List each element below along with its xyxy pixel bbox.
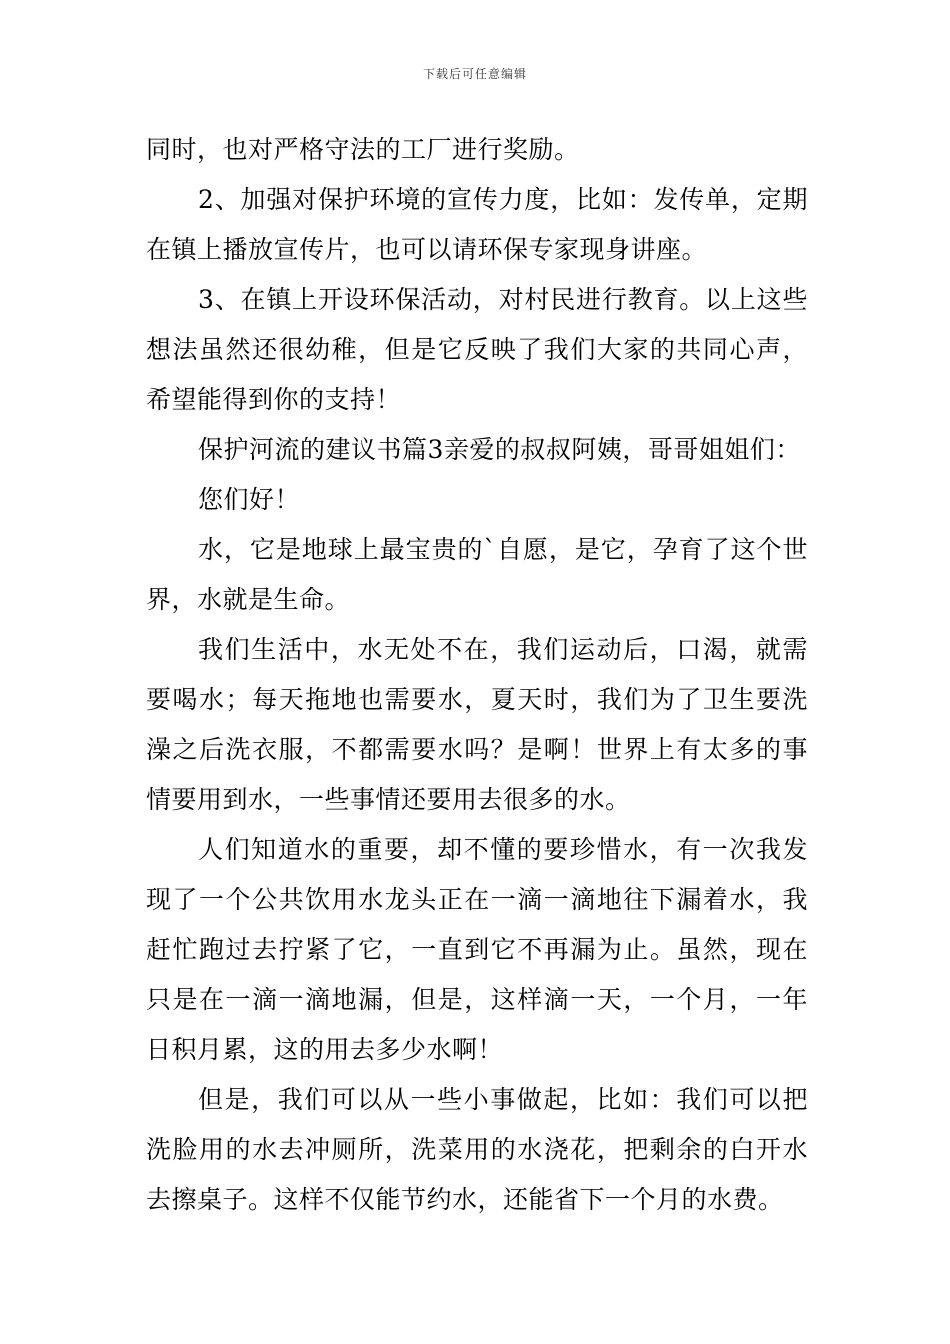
- paragraph: 但是，我们可以从一些小事做起，比如：我们可以把洗脸用的水去冲厕所，洗菜用的水浇花，把剩余的白开水去擦桌子。这样不仅能节约水，还能省下一个月的水费。: [146, 1085, 808, 1214]
- paragraph: 保护河流的建议书篇3亲爱的叔叔阿姨，哥哥姐姐们：: [198, 435, 801, 464]
- paragraph: 3、在镇上开设环保活动，对村民进行教育。以上这些想法虽然还很幼稚，但是它反映了我们大家的共同心声，希望能得到你的支持！: [146, 285, 808, 414]
- paragraph: 水，它是地球上最宝贵的`自愿，是它，孕育了这个世界，水就是生命。: [146, 535, 808, 614]
- paragraph: 人们知道水的重要，却不懂的要珍惜水，有一次我发现了一个公共饮用水龙头正在一滴一滴地往下漏着水，我赶忙跑过去拧紧了它，一直到它不再漏为止。虽然，现在只是在一滴一滴地漏，但是，这样滴一天，一个月，一年日积月累，这的用去多少水啊！: [146, 835, 808, 1064]
- page-header: 下载后可任意编辑: [422, 67, 527, 81]
- paragraph: 2、加强对保护环境的宣传力度，比如：发传单，定期在镇上播放宣传片，也可以请环保专家现身讲座。: [146, 185, 808, 264]
- paragraph: 您们好！: [198, 485, 301, 514]
- paragraph: 同时，也对严格守法的工厂进行奖励。: [146, 135, 580, 164]
- paragraph: 我们生活中，水无处不在，我们运动后，口渴，就需要喝水；每天拖地也需要水，夏天时，我们为了卫生要洗澡之后洗衣服，不都需要水吗？是啊！世界上有太多的事情要用到水，一些事情还要用去很多的水。: [146, 635, 808, 814]
- document-body: [146, 125, 808, 1225]
